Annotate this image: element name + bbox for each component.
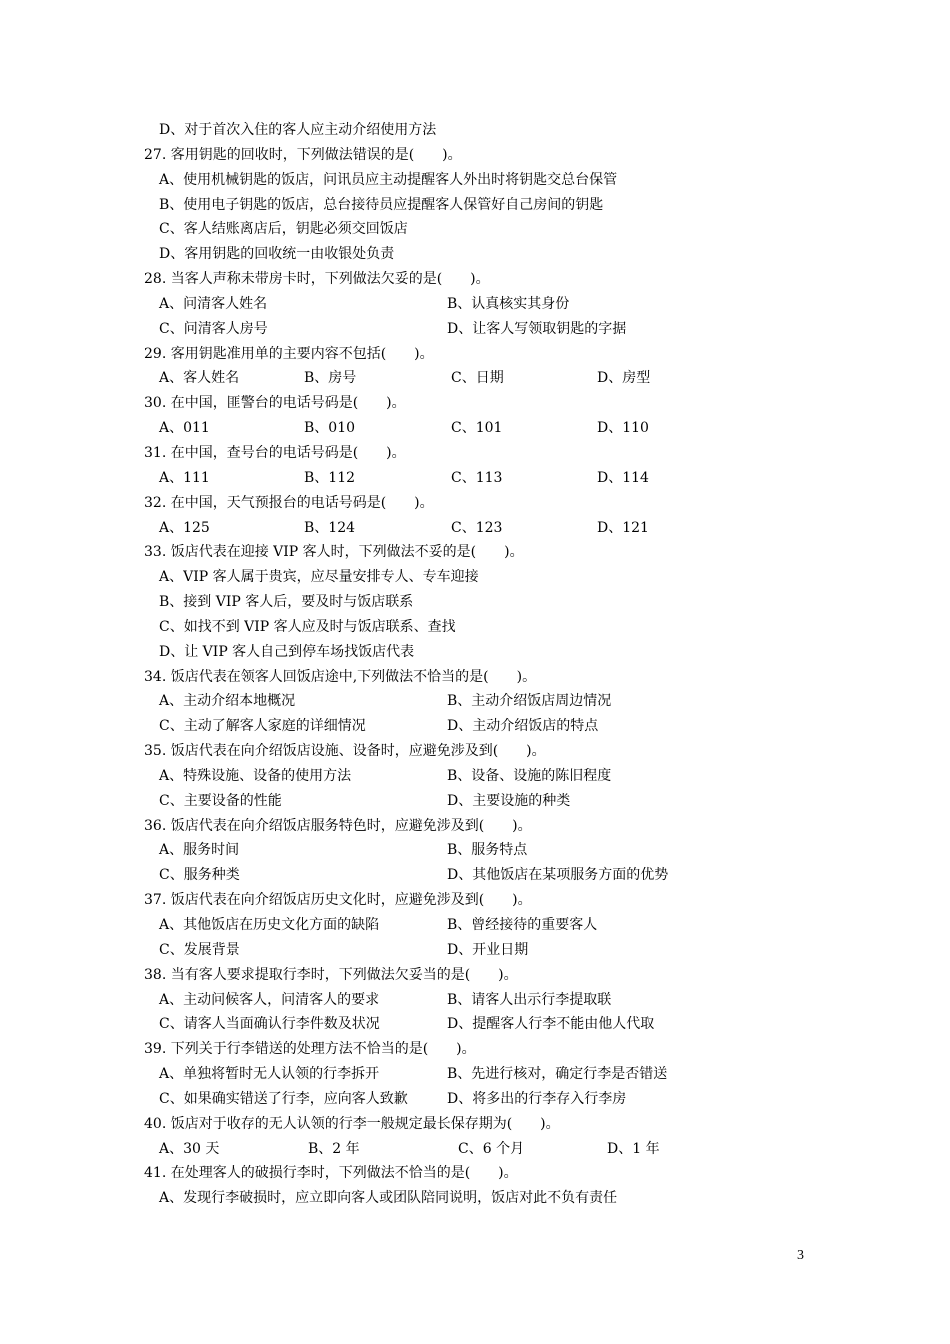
answer-option: A、客人姓名 [159,370,240,387]
answer-option: A、问清客人姓名 [159,295,268,312]
answer-option-row [0,838,950,863]
answer-option: C、123 [451,519,503,536]
question-stem: 38. 当有客人要求提取行李时，下列做法欠妥当的是( )。 [144,966,518,983]
answer-option: C、主动了解客人家庭的详细情况 [159,718,366,735]
answer-option: A、011 [159,420,210,437]
answer-option: D、主动介绍饭店的特点 [447,718,599,735]
question-stem: 29. 客用钥匙准用单的主要内容不包括( )。 [144,345,434,362]
answer-option: B、设备、设施的陈旧程度 [447,767,612,784]
answer-option: C、服务种类 [159,867,240,884]
answer-option-row [0,714,950,739]
answer-option: C、请客人当面确认行李件数及状况 [159,1016,380,1033]
answer-option: D、110 [597,420,649,437]
answer-option-row [0,366,950,391]
question-stem: 35. 饭店代表在向介绍饭店设施、设备时，应避免涉及到( )。 [144,743,546,760]
page-number: 3 [797,1248,804,1263]
answer-option: A、服务时间 [159,842,240,859]
answer-option-row [0,789,950,814]
question-stem: 33. 饭店代表在迎接 VIP 客人时，下列做法不妥的是( )。 [144,544,524,561]
answer-option: A、VIP 客人属于贵宾，应尽量安排专人、专车迎接 [159,569,479,586]
answer-option: D、121 [597,519,649,536]
answer-option: A、主动问候客人，问清客人的要求 [159,991,380,1008]
answer-option-row [0,1012,950,1037]
answer-option: B、曾经接待的重要客人 [447,917,598,933]
question-stem: 36. 饭店代表在向介绍饭店服务特色时，应避免涉及到( )。 [144,817,532,834]
answer-option-row [0,1137,950,1162]
answer-option-row [0,1062,950,1087]
answer-option: B、服务特点 [447,842,528,859]
answer-option: D、1 年 [607,1140,660,1157]
answer-option-row [0,764,950,789]
answer-option-row [0,516,950,541]
answer-option: C、日期 [451,370,504,387]
answer-option: D、提醒客人行李不能由他人代取 [447,1016,655,1033]
answer-option: D、主要设施的种类 [447,792,571,809]
answer-option: B、请客人出示行李提取联 [447,991,612,1008]
question-list [0,118,950,1211]
question-stem: 30. 在中国，匪警台的电话号码是( )。 [144,395,406,412]
answer-option-row [0,863,950,888]
answer-option: C、客人结账离店后，钥匙必须交回饭店 [159,221,408,238]
answer-option: B、主动介绍饭店周边情况 [447,693,612,710]
answer-option: D、房型 [597,370,651,387]
question-stem: 27. 客用钥匙的回收时，下列做法错误的是( )。 [144,146,462,163]
answer-option: C、113 [451,469,503,486]
question-stem: 28. 当客人声称未带房卡时，下列做法欠妥的是( )。 [144,271,490,288]
answer-option-row [0,938,950,963]
question-stem: 32. 在中国，天气预报台的电话号码是( )。 [144,494,434,511]
answer-option-row [0,416,950,441]
answer-option: B、房号 [304,370,357,387]
answer-option-row [0,988,950,1013]
answer-option-row [0,913,950,938]
answer-option: C、6 个月 [458,1140,525,1157]
answer-option: B、认真核实其身份 [447,295,570,312]
answer-option: A、单独将暂时无人认领的行李拆开 [159,1066,380,1083]
question-stem: 34. 饭店代表在领客人回饭店途中,下列做法不恰当的是( )。 [144,668,537,685]
answer-option: D、客用钥匙的回收统一由收银处负责 [159,246,395,263]
answer-option: C、主要设备的性能 [159,792,282,809]
question-stem: 40. 饭店对于收存的无人认领的行李一般规定最长保存期为( )。 [144,1115,560,1132]
answer-option: C、问清客人房号 [159,320,268,337]
question-stem: 37. 饭店代表在向介绍饭店历史文化时，应避免涉及到( )。 [144,892,532,909]
answer-option: D、其他饭店在某项服务方面的优势 [447,867,669,884]
answer-option: C、101 [451,420,503,437]
answer-option: A、其他饭店在历史文化方面的缺陷 [159,917,380,933]
answer-option: A、111 [159,469,210,486]
answer-option: C、如找不到 VIP 客人应及时与饭店联系、查找 [159,618,456,635]
answer-option: B、010 [304,420,356,437]
answer-option: D、让 VIP 客人自己到停车场找饭店代表 [159,643,415,660]
answer-option: B、112 [304,469,356,486]
question-stem: 41. 在处理客人的破损行李时，下列做法不恰当的是( )。 [144,1165,518,1182]
answer-option-row [0,292,950,317]
answer-option: D、114 [597,469,649,486]
answer-option-row [0,689,950,714]
answer-option: D、让客人写领取钥匙的字据 [447,320,627,337]
answer-option: B、2 年 [308,1140,360,1157]
answer-option: C、如果确实错送了行李，应向客人致歉 [159,1090,408,1107]
answer-option: D、开业日期 [447,941,529,958]
answer-option: B、124 [304,519,356,536]
answer-option: C、发展背景 [159,941,240,958]
answer-option: D、对于首次入住的客人应主动介绍使用方法 [159,122,437,138]
answer-option: A、30 天 [159,1140,220,1157]
answer-option-row [0,1087,950,1112]
answer-option: B、先进行核对，确定行李是否错送 [447,1066,668,1083]
answer-option: B、使用电子钥匙的饭店，总台接待员应提醒客人保管好自己房间的钥匙 [159,196,604,213]
answer-option-row [0,466,950,491]
answer-option: A、主动介绍本地概况 [159,693,296,710]
answer-option: B、接到 VIP 客人后，要及时与饭店联系 [159,594,414,611]
answer-option: A、发现行李破损时，应立即向客人或团队陪同说明，饭店对此不负有责任 [159,1190,618,1207]
answer-option: A、特殊设施、设备的使用方法 [159,767,352,784]
answer-option: A、使用机械钥匙的饭店，问讯员应主动提醒客人外出时将钥匙交总台保管 [159,171,618,188]
answer-option: A、125 [159,519,210,536]
question-stem: 39. 下列关于行李错送的处理方法不恰当的是( )。 [144,1041,476,1058]
answer-option: D、将多出的行李存入行李房 [447,1090,627,1107]
answer-option-row [0,317,950,342]
question-stem: 31. 在中国，查号台的电话号码是( )。 [144,444,406,461]
